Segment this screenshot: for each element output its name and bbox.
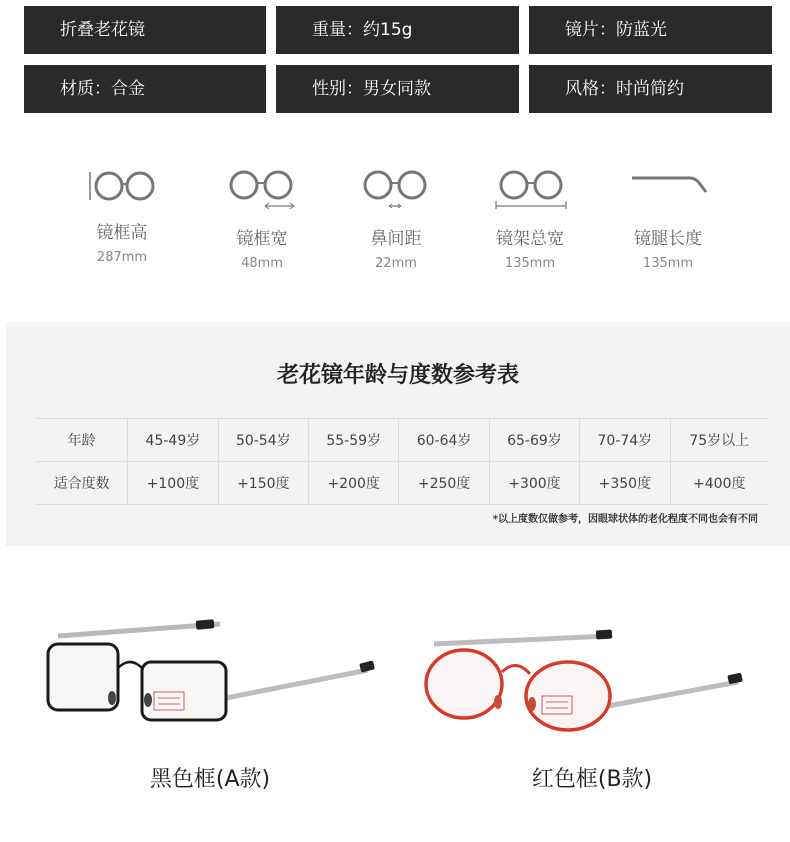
product-red <box>412 622 772 793</box>
dimension-label: 镜腿长度 <box>634 229 702 249</box>
dimension-value: 22mm <box>375 256 417 271</box>
dimension-label: 镜架总宽 <box>496 229 564 249</box>
spec-type: 折叠老花镜 <box>24 6 266 54</box>
age-cell: 45-49岁 <box>128 419 218 462</box>
product-caption: 黑色框(A款) <box>149 767 271 792</box>
red-folding-glasses-icon <box>412 622 772 740</box>
dimension-value: 48mm <box>241 256 283 271</box>
dimension-value: 135mm <box>504 256 556 271</box>
dimension-item <box>52 168 192 265</box>
degree-cell: +150度 <box>218 462 308 505</box>
bridge-distance-icon <box>356 168 436 210</box>
age-cell: 55-59岁 <box>308 419 398 462</box>
age-degree-table <box>36 418 768 505</box>
dimension-label: 镜框宽 <box>236 229 288 249</box>
temple-length-icon <box>628 168 708 210</box>
age-reference-panel <box>6 322 790 546</box>
degree-cell: +350度 <box>580 462 670 505</box>
row-header: 适合度数 <box>36 462 128 505</box>
dimension-item <box>192 168 332 271</box>
age-cell: 75岁以上 <box>670 419 768 462</box>
spec-gender: 性别：男女同款 <box>276 65 519 113</box>
age-table-note: *以上度数仅做参考，因眼球状体的老化程度不同也会有不同 <box>492 514 758 525</box>
frame-width-icon <box>222 168 302 210</box>
dimension-value: 135mm <box>642 256 694 271</box>
row-header: 年龄 <box>36 419 128 462</box>
spec-grid <box>24 6 772 124</box>
age-table-title: 老花镜年龄与度数参考表 <box>276 363 519 388</box>
degree-cell: +200度 <box>308 462 398 505</box>
age-cell: 70-74岁 <box>580 419 670 462</box>
product-caption: 红色框(B款) <box>531 767 653 792</box>
dimension-item <box>326 168 466 271</box>
dimension-label: 鼻间距 <box>370 229 422 249</box>
age-cell: 60-64岁 <box>399 419 489 462</box>
age-cell: 65-69岁 <box>489 419 579 462</box>
total-width-icon <box>490 168 570 210</box>
spec-lens: 镜片：防蓝光 <box>529 6 772 54</box>
black-folding-glasses-icon <box>30 610 390 740</box>
degree-cell: +300度 <box>489 462 579 505</box>
frame-height-icon <box>82 168 162 204</box>
table-row <box>36 419 768 462</box>
dimension-item <box>460 168 600 271</box>
dimension-value: 287mm <box>96 250 148 265</box>
product-black <box>30 610 390 793</box>
dimension-row <box>0 168 790 278</box>
spec-weight: 重量：约15g <box>276 6 519 54</box>
spec-row <box>24 65 772 113</box>
dimension-label: 镜框高 <box>96 223 148 243</box>
degree-cell: +400度 <box>670 462 768 505</box>
dimension-item <box>598 168 738 271</box>
spec-style: 风格：时尚简约 <box>529 65 772 113</box>
table-row <box>36 462 768 505</box>
spec-row <box>24 6 772 54</box>
degree-cell: +250度 <box>399 462 489 505</box>
spec-material: 材质：合金 <box>24 65 266 113</box>
degree-cell: +100度 <box>128 462 218 505</box>
age-cell: 50-54岁 <box>218 419 308 462</box>
